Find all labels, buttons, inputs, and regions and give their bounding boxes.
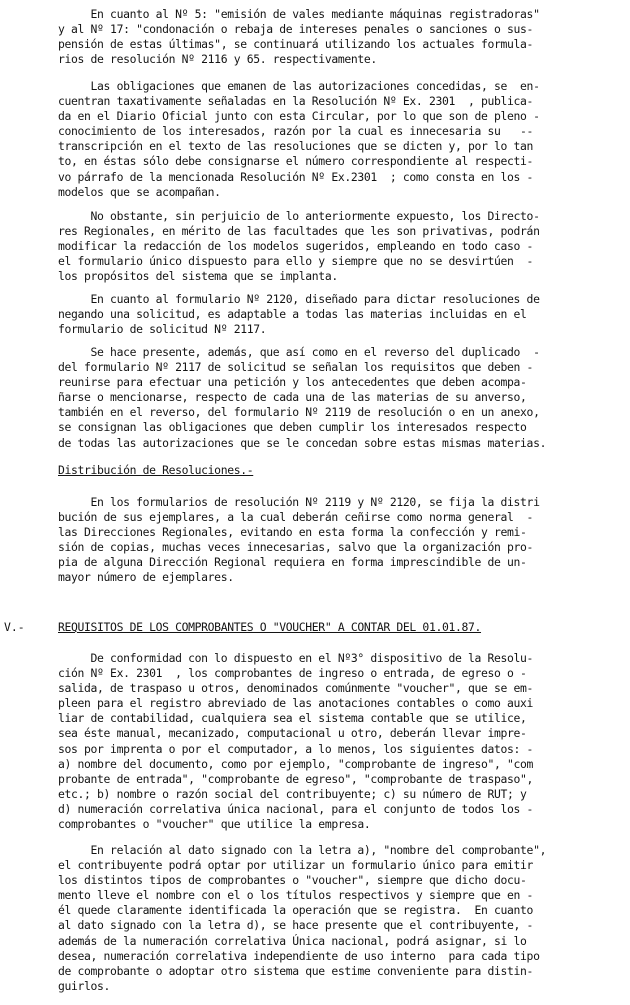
text-line: sos por imprenta o por el computador, a lo menos, los siguientes datos: - <box>58 741 534 756</box>
text-line: a) nombre del documento, como por ejemplo, "comprobante de ingreso", "com <box>58 756 534 771</box>
text-line: transcripción en el texto de las resoluciones que se dicten y, por lo tan <box>58 139 534 154</box>
text-line: formulario de solicitud Nº 2117. <box>58 322 267 337</box>
text-line: probante de entrada", "comprobante de egreso", "comprobante de traspaso", <box>58 771 534 786</box>
text-line: negando una solicitud, es adaptable a todas las materias incluidas en el <box>58 307 527 322</box>
text-line: los propósitos del sistema que se implanta. <box>58 269 338 284</box>
text-line: pensión de estas últimas", se continuará utilizando los actuales formula- <box>58 37 534 52</box>
text-line: En cuanto al formulario Nº 2120, diseñado para dictar resoluciones de <box>58 292 540 306</box>
text-line: al dato signado con la letra d), se hace presente que el contribuyente, - <box>58 918 534 933</box>
text-line: también en el reverso, del formulario Nº 2119 de resolución o en un anexo, <box>58 405 540 420</box>
text-line: res Regionales, en mérito de las facultades que les son privativas, podrán <box>58 224 540 239</box>
text-line: d) numeración correlativa única nacional, para el conjunto de todos los - <box>58 801 534 816</box>
text-line: además de la numeración correlativa Única nacional, podrá asignar, si lo <box>58 933 527 948</box>
section-title: REQUISITOS DE LOS COMPROBANTES O "VOUCHER" A CONTAR DEL 01.01.87. <box>58 620 482 634</box>
text-line: guirlos. <box>58 978 111 993</box>
text-line: liar de contabilidad, cualquiera sea el sistema contable que se utilice, <box>58 711 527 726</box>
text-line: da en el Diario Oficial junto con esta Circular, por lo que son de pleno - <box>58 109 540 124</box>
paragraph-items-5-and-17 <box>58 7 624 67</box>
text-line: ción Nº Ex. 2301 , los comprobantes de ingreso o entrada, de egreso o - <box>58 666 527 681</box>
text-line: De conformidad con lo dispuesto en el Nº3° dispositivo de la Resolu- <box>58 651 534 665</box>
subheading-distribution: Distribución de Resoluciones.- <box>58 463 254 477</box>
paragraph-distribution <box>58 495 624 586</box>
text-line: bución de sus ejemplares, a la cual deberán ceñirse como norma general - <box>58 510 534 525</box>
text-line: el contribuyente podrá optar por utilizar un formulario único para emitir <box>58 858 534 873</box>
paragraph-data-letter-a <box>58 843 624 994</box>
text-line: En relación al dato signado con la letra a), "nombre del comprobante", <box>58 843 547 857</box>
text-line: cuentran taxativamente señaladas en la Resolución Nº Ex. 2301 , publica- <box>58 94 534 109</box>
text-line: conocimiento de los interesados, razón por la cual es innecesaria su -- <box>58 124 534 139</box>
paragraph-form-2120 <box>58 292 624 337</box>
text-line: mento lleve el nombre con el o los títulos respectivos y siempre que en - <box>58 888 534 903</box>
paragraph-regional-directors <box>58 209 624 284</box>
text-line: comprobantes o "voucher" que utilice la empresa. <box>58 817 371 832</box>
text-line: y al Nº 17: "condonación o rebaja de intereses penales o sanciones o sus- <box>58 22 534 37</box>
paragraph-voucher-requirements <box>58 651 624 832</box>
text-line: modelos que se acompañan. <box>58 184 221 199</box>
text-line: Se hace presente, además, que así como en el reverso del duplicado - <box>58 345 540 359</box>
text-line: rios de resolución Nº 2116 y 65. respectivamente. <box>58 52 377 67</box>
text-line: etc.; b) nombre o razón social del contribuyente; c) su número de RUT; y <box>58 786 527 801</box>
text-line: vo párrafo de la mencionada Resolución Nº Ex.2301 ; como consta en los - <box>58 169 534 184</box>
text-line: de comprobante o adoptar otro sistema que estime conveniente para distin- <box>58 963 534 978</box>
text-line: del formulario Nº 2117 de solicitud se señalan los requisitos que deben - <box>58 360 534 375</box>
text-line: to, en éstas sólo debe consignarse el número correspondiente al respecti- <box>58 154 534 169</box>
text-line: el formulario único dispuesto para ello y siempre que no se desvirtúen - <box>58 254 534 269</box>
text-line: pleen para el registro abreviado de las anotaciones contables o como auxi <box>58 696 534 711</box>
text-line: él quede claramente identificada la operación que se registra. En cuanto <box>58 903 534 918</box>
text-line: Las obligaciones que emanen de las autorizaciones concedidas, se en- <box>58 79 540 93</box>
text-line: los distintos tipos de comprobantes o "voucher", siempre que dicho docu- <box>58 873 527 888</box>
text-line: mayor número de ejemplares. <box>58 570 234 585</box>
text-line: ñarse o mencionarse, respecto de cada una de las materias de su anverso, <box>58 390 527 405</box>
text-line: No obstante, sin perjuicio de lo anteriormente expuesto, los Directo- <box>58 209 540 223</box>
paragraph-reverse-side <box>58 345 624 451</box>
text-line: sión de copias, muchas veces innecesarias, salvo que la organización pro- <box>58 540 534 555</box>
text-line: de todas las autorizaciones que se le concedan sobre estas mismas materias. <box>58 435 547 450</box>
text-line: reunirse para efectuar una petición y los antecedentes que deben acompa- <box>58 375 527 390</box>
text-line: pia de alguna Dirección Regional requiera en forma imprescindible de un- <box>58 555 527 570</box>
paragraph-obligations <box>58 79 624 200</box>
text-line: salida, de traspaso u otros, denominados comúnmente "voucher", que se em- <box>58 681 534 696</box>
text-line: sea éste manual, mecanizado, computacional u otro, deberán llevar impre- <box>58 726 527 741</box>
text-line: desea, numeración correlativa independiente de uso interno para cada tipo <box>58 948 540 963</box>
text-line: las Direcciones Regionales, evitando en esta forma la confección y remi- <box>58 525 527 540</box>
text-line: En cuanto al Nº 5: "emisión de vales mediante máquinas registradoras" <box>58 7 540 21</box>
section-number: V.- <box>4 620 25 634</box>
text-line: En los formularios de resolución Nº 2119 y Nº 2120, se fija la distri <box>58 495 540 509</box>
text-line: modificar la redacción de los modelos sugeridos, empleando en todo caso - <box>58 239 534 254</box>
text-line: se consignan las obligaciones que deben cumplir los interesados respecto <box>58 420 527 435</box>
